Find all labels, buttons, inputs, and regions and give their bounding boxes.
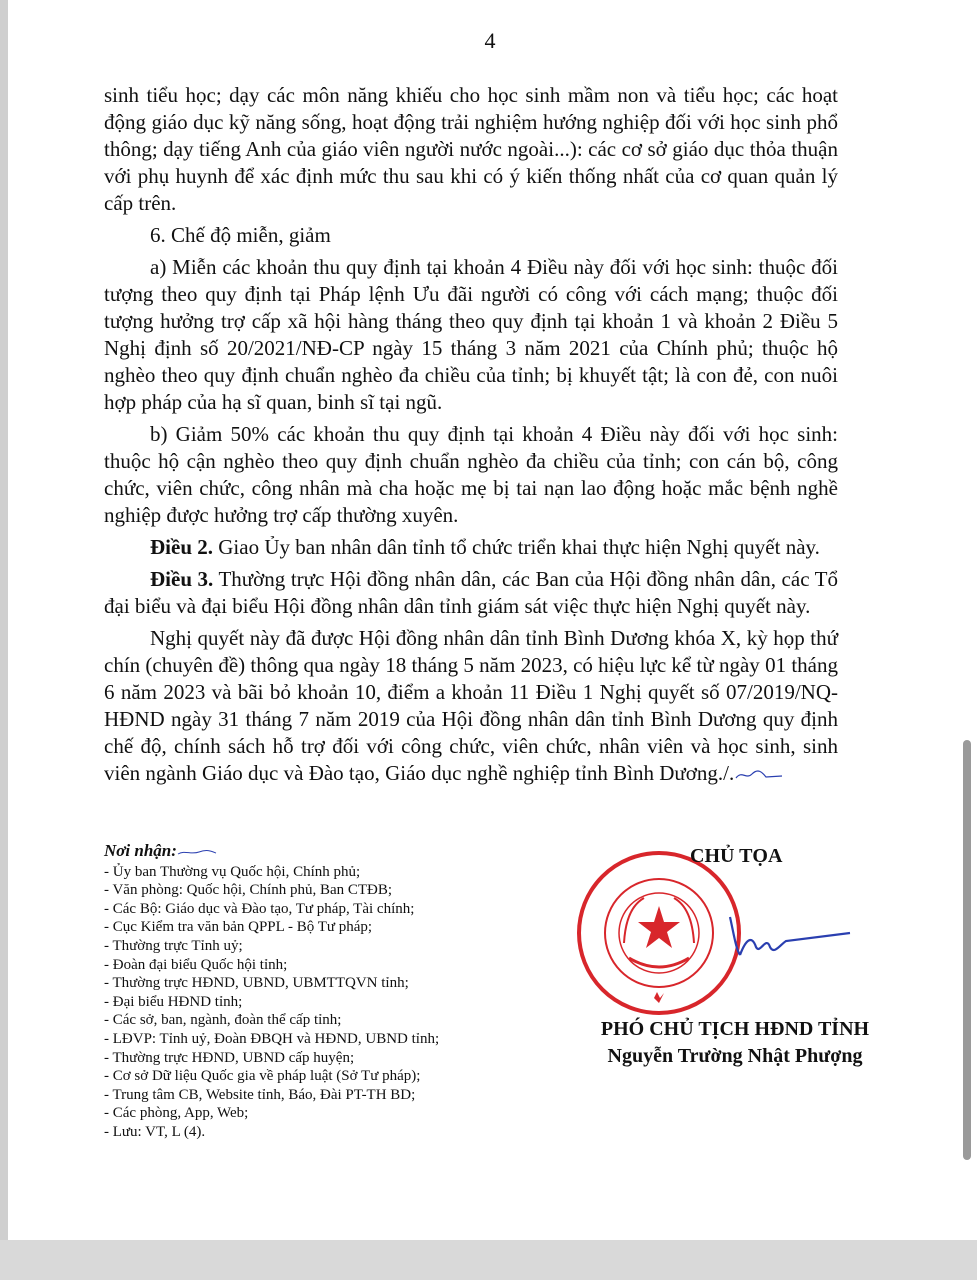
recipient-item: - Đại biểu HĐND tỉnh; xyxy=(104,993,243,1010)
recipient-item: - Đoàn đại biểu Quốc hội tỉnh; xyxy=(104,956,288,973)
recipient-item: - Thường trực Tỉnh uỷ; xyxy=(104,937,243,954)
paragraph-6b: b) Giảm 50% các khoản thu quy định tại khoản 4 Điều này đối với học sinh: thuộc hộ cận nghèo theo quy định chuẩn nghèo đa chiều của tỉnh; con cán bộ, công chức, viên chức, công nhân mà cha hoặc mẹ bị tai nạn lao động hoặc mắc bệnh nghề nghiệp được hưởng trợ cấp thường xuyên. xyxy=(104,422,838,527)
recipients-title xyxy=(104,842,564,861)
recipient-item: - Các sở, ban, ngành, đoàn thể cấp tỉnh; xyxy=(104,1012,342,1029)
vertical-scrollbar[interactable] xyxy=(963,740,971,1160)
recipient-item: - Cơ sở Dữ liệu Quốc gia về pháp luật (Sở Tư pháp); xyxy=(104,1068,421,1085)
article-3-label: Điều 3. xyxy=(150,567,214,591)
signer-name: Nguyễn Trường Nhật Phượng xyxy=(607,1045,863,1067)
article-2-text: Giao Ủy ban nhân dân tỉnh tổ chức triển khai thực hiện Nghị quyết này. xyxy=(213,535,820,559)
signature-title: CHỦ TỌA xyxy=(690,845,783,867)
recipient-item: - LĐVP: Tỉnh uỷ, Đoàn ĐBQH và HĐND, UBND tỉnh; xyxy=(104,1030,440,1047)
recipient-item: - Thường trực HĐND, UBND, UBMTTQVN tỉnh; xyxy=(104,975,409,992)
paragraph-continuation: sinh tiểu học; dạy các môn năng khiếu cho học sinh mầm non và tiểu học; các hoạt động giáo dục kỹ năng sống, hoạt động trải nghiệm hướng nghiệp đối với học sinh phổ thông; dạy tiếng Anh của giáo viên người nước ngoài...): các cơ sở giáo dục thỏa thuận với phụ huynh để xác định mức thu sau khi có ý kiến thống nhất của cơ quan quản lý cấp trên. xyxy=(104,83,838,215)
article-2 xyxy=(104,534,838,561)
recipient-item: - Thường trực HĐND, UBND cấp huyện; xyxy=(104,1049,355,1066)
section-6-heading: 6. Chế độ miễn, giảm xyxy=(150,223,331,247)
closing-paragraph xyxy=(104,625,838,787)
recipient-item: - Văn phòng: Quốc hội, Chính phủ, Ban CTĐB; xyxy=(104,882,393,899)
initial-scribble-icon xyxy=(177,847,217,857)
signer-role: PHÓ CHỦ TỊCH HĐND TỈNH xyxy=(600,1018,870,1040)
recipient-item: - Cục Kiểm tra văn bản QPPL - Bộ Tư pháp; xyxy=(104,919,373,936)
recipient-item: - Các Bộ: Giáo dục và Đào tạo, Tư pháp, Tài chính; xyxy=(104,900,415,917)
initial-scribble-icon xyxy=(734,768,784,782)
recipients-list xyxy=(104,863,564,1142)
article-3 xyxy=(104,566,838,620)
recipient-item: - Trung tâm CB, Website tỉnh, Báo, Đài PT-TH BD; xyxy=(104,1086,416,1103)
page-number: 4 xyxy=(484,28,496,53)
recipient-item: - Ủy ban Thường vụ Quốc hội, Chính phủ; xyxy=(104,863,361,880)
recipients-title-text: Nơi nhận: xyxy=(104,841,177,860)
handwritten-signature-icon xyxy=(700,905,860,965)
window-left-edge xyxy=(0,0,8,1280)
recipient-item: - Các phòng, App, Web; xyxy=(104,1105,249,1122)
window-bottom-edge xyxy=(0,1240,977,1280)
closing-text: Nghị quyết này đã được Hội đồng nhân dân tỉnh Bình Dương khóa X, kỳ họp thứ chín (chuyên đề) thông qua ngày 18 tháng 5 năm 2023, có hiệu lực kể từ ngày 01 tháng 6 năm 2023 và bãi bỏ khoản 10, điểm a khoản 11 Điều 1 Nghị quyết số 07/2019/NQ-HĐND ngày 31 tháng 7 năm 2019 của Hội đồng nhân dân tỉnh Bình Dương quy định chế độ, chính sách hỗ trợ đối với công chức, viên chức, nhân viên và học sinh, sinh viên ngành Giáo dục và Đào tạo, Giáo dục nghề nghiệp tỉnh Bình Dương./. xyxy=(104,626,838,785)
article-3-text: Thường trực Hội đồng nhân dân, các Ban của Hội đồng nhân dân, các Tổ đại biểu và đại biểu Hội đồng nhân dân tỉnh giám sát việc thực hiện Nghị quyết này. xyxy=(104,567,839,618)
paragraph-6a: a) Miễn các khoản thu quy định tại khoản 4 Điều này đối với học sinh: thuộc đối tượng theo quy định tại Pháp lệnh Ưu đãi người có công với cách mạng; thuộc đối tượng hưởng trợ cấp xã hội hàng tháng theo quy định tại khoản 1 và khoản 2 Điều 5 Nghị định số 20/2021/NĐ-CP ngày 15 tháng 3 năm 2021 của Chính phủ; thuộc hộ nghèo theo quy định chuẩn nghèo đa chiều của tỉnh; bị khuyết tật; là con đẻ, con nuôi hợp pháp của hạ sĩ quan, binh sĩ tại ngũ. xyxy=(104,255,838,414)
document-body xyxy=(104,82,838,792)
article-2-label: Điều 2. xyxy=(150,535,213,559)
recipients-block xyxy=(104,842,564,1142)
recipient-item: - Lưu: VT, L (4). xyxy=(104,1123,206,1140)
